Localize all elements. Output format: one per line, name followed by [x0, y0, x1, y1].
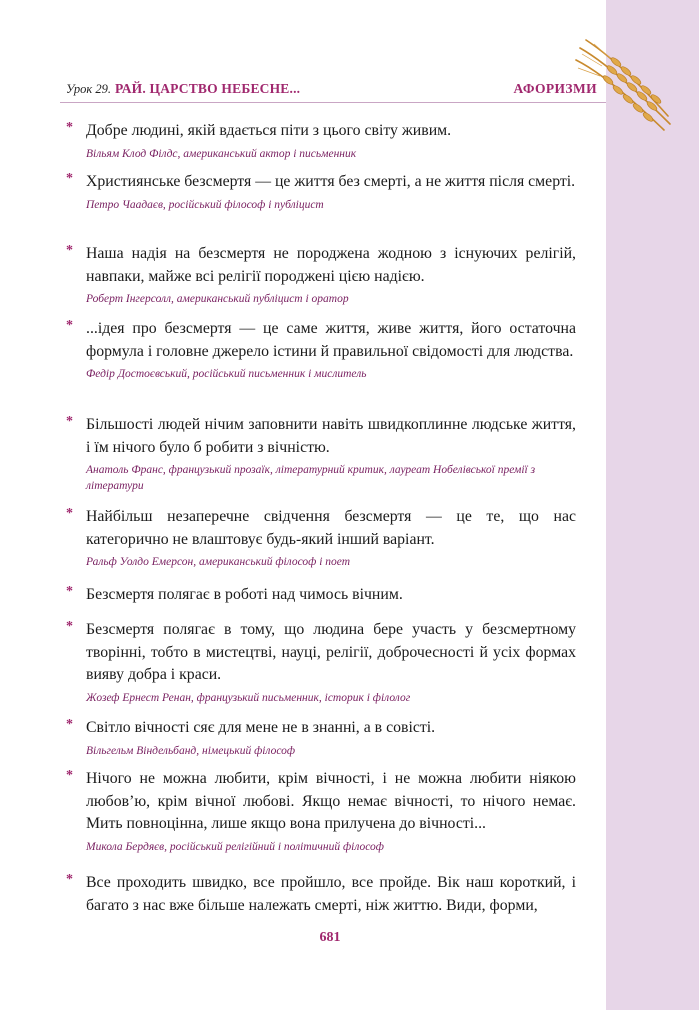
quote-text: ...ідея про безсмертя — це саме життя, живе життя, його остаточна формула і головне джерело істини й правильної свідомості для людства. — [86, 320, 576, 360]
bullet-star-icon: * — [66, 318, 73, 333]
quote-text: Більшості людей нічим заповнити навіть швидкоплинне людське життя, і їм нічого було б робити з вічністю. — [86, 416, 576, 456]
quote-item — [66, 872, 576, 917]
header-divider — [60, 102, 606, 103]
quote-text: Безсмертя полягає в тому, що людина бере участь у безсмертному творінні, тобто в мистецтві, науці, релігії, доброчесності й усіх формах вияву добра і краси. — [86, 621, 576, 683]
quote-item — [66, 717, 576, 759]
quote-author: Вільгельм Віндельбанд, німецький філософ — [86, 744, 296, 757]
quote-text: Добре людині, якій вдається піти з цього світу живим. — [86, 122, 452, 139]
quote-item — [66, 584, 576, 607]
bullet-star-icon: * — [66, 414, 73, 429]
bullet-star-icon: * — [66, 171, 73, 186]
bullet-star-icon: * — [66, 506, 73, 521]
quote-item — [66, 120, 576, 162]
quote-author: Вільям Клод Філдс, американський актор і письменник — [86, 147, 357, 160]
quote-item — [66, 768, 576, 855]
page-header — [66, 80, 597, 102]
bullet-star-icon: * — [66, 584, 73, 599]
section-title: АФОРИЗМИ — [513, 81, 597, 96]
quote-text: Світло вічності сяє для мене не в знанні, а в совісті. — [86, 719, 436, 736]
quote-item — [66, 243, 576, 307]
quote-author: Ральф Уолдо Емерсон, американський філософ і поет — [86, 556, 351, 568]
quote-author: Микола Бердяєв, російський релігійний і політичний філософ — [86, 840, 384, 853]
bullet-star-icon: * — [66, 243, 73, 258]
quote-author: Роберт Інгерсолл, американський публіцист і оратор — [86, 293, 349, 305]
quote-text: Християнське безсмертя — це життя без смерті, а не життя після смерті. — [86, 173, 576, 190]
quote-author: Жозеф Ернест Ренан, французький письменник, історик і філолог — [86, 691, 411, 704]
quote-author: Федір Достоєвський, російський письменник і мислитель — [86, 368, 367, 380]
lesson-label: Урок 29. — [66, 82, 112, 96]
quote-text: Наша надія на безсмертя не породжена жодною з існуючих релігій, навпаки, майже всі релігії породжені цією надією. — [86, 245, 576, 285]
quote-item — [66, 414, 576, 494]
quote-item — [66, 619, 576, 706]
quote-text: Нічого не можна любити, крім вічності, і не можна любити ніякою любов’ю, крім вічної любові. Якщо немає вічності, то нічого немає. Мить повноцінна, лише якщо вона прилучена до вічності... — [86, 770, 576, 832]
quote-author: Анатоль Франс, французький прозаїк, літературний критик, лауреат Нобелівської премії з літератури — [86, 464, 536, 492]
side-color-band — [606, 0, 699, 1010]
bullet-star-icon: * — [66, 120, 73, 135]
quote-item — [66, 506, 576, 570]
lesson-title: РАЙ. ЦАРСТВО НЕБЕСНЕ... — [115, 81, 301, 96]
page-number: 681 — [319, 930, 341, 945]
bullet-star-icon: * — [66, 872, 73, 887]
quote-text: Все проходить швидко, все пройшло, все пройде. Вік наш короткий, і багато з нас вже більше належать смерті, ніж життю. Види, форми, — [86, 874, 576, 914]
quote-text: Безсмертя полягає в роботі над чимось вічним. — [86, 586, 403, 603]
bullet-star-icon: * — [66, 768, 73, 783]
quote-text: Найбільш незаперечне свідчення безсмертя — це те, що нас категорично не влаштовує будь-який інший варіант. — [86, 508, 576, 548]
quote-item — [66, 171, 576, 213]
quote-author: Петро Чаадаєв, російський філософ і публіцист — [86, 198, 324, 211]
bullet-star-icon: * — [66, 717, 73, 732]
bullet-star-icon: * — [66, 619, 73, 634]
quote-item — [66, 318, 576, 382]
